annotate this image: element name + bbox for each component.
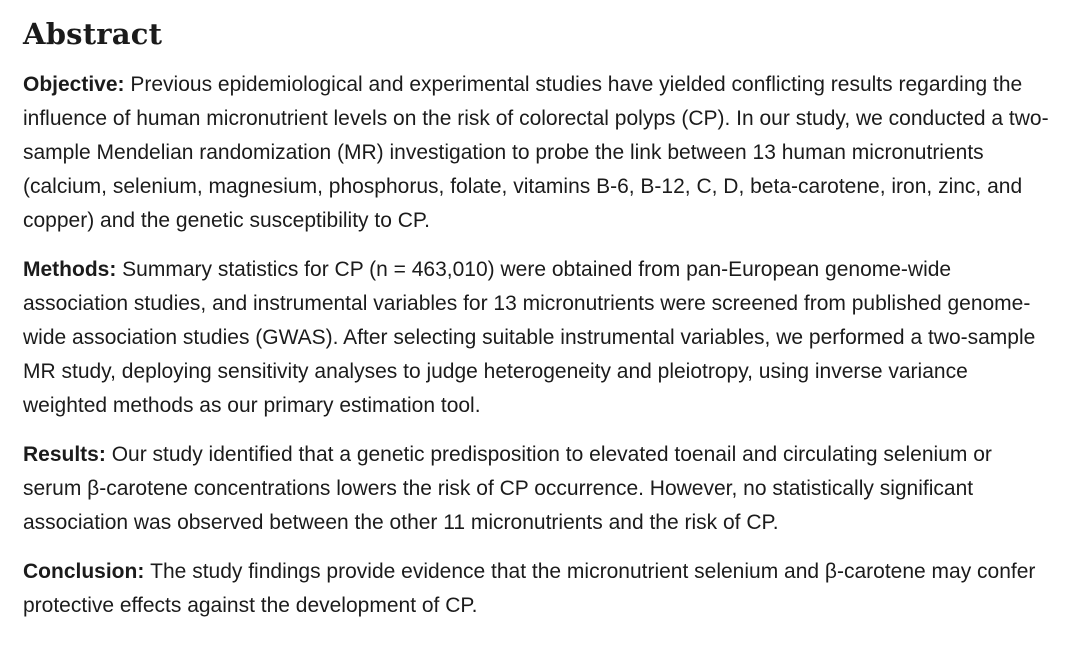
conclusion-label: Conclusion: [23,560,151,583]
methods-paragraph [23,253,1053,423]
conclusion-paragraph [23,555,1053,623]
methods-text: Summary statistics for CP (n = 463,010) were obtained from pan-European genome-wide association studies, and instrumental variables for 13 micronutrients were screened from published genome-wide association studies (GWAS). After selecting suitable instrumental variables, we performed a two-sample MR study, deploying sensitivity analyses to judge heterogeneity and pleiotropy, using inverse variance weighted methods as our primary estimation tool. [23,258,1036,417]
methods-label: Methods: [23,258,123,281]
abstract-heading: Abstract [23,17,163,51]
conclusion-text: The study findings provide evidence that the micronutrient selenium and β-carotene may confer protective effects against the development of CP. [23,560,1036,617]
abstract-section [23,14,1053,638]
results-text: Our study identified that a genetic predisposition to elevated toenail and circulating selenium or serum β-carotene concentrations lowers the risk of CP occurrence. However, no statistically significant association was observed between the other 11 micronutrients and the risk of CP. [23,443,992,534]
objective-text: Previous epidemiological and experimental studies have yielded conflicting results regarding the influence of human micronutrient levels on the risk of colorectal polyps (CP). In our study, we conducted a two-sample Mendelian randomization (MR) investigation to probe the link between 13 human micronutrients (calcium, selenium, magnesium, phosphorus, folate, vitamins B-6, B-12, C, D, beta-carotene, iron, zinc, and copper) and the genetic susceptibility to CP. [23,73,1049,232]
results-label: Results: [23,443,112,466]
objective-paragraph [23,68,1053,238]
results-paragraph [23,438,1053,540]
objective-label: Objective: [23,73,131,96]
